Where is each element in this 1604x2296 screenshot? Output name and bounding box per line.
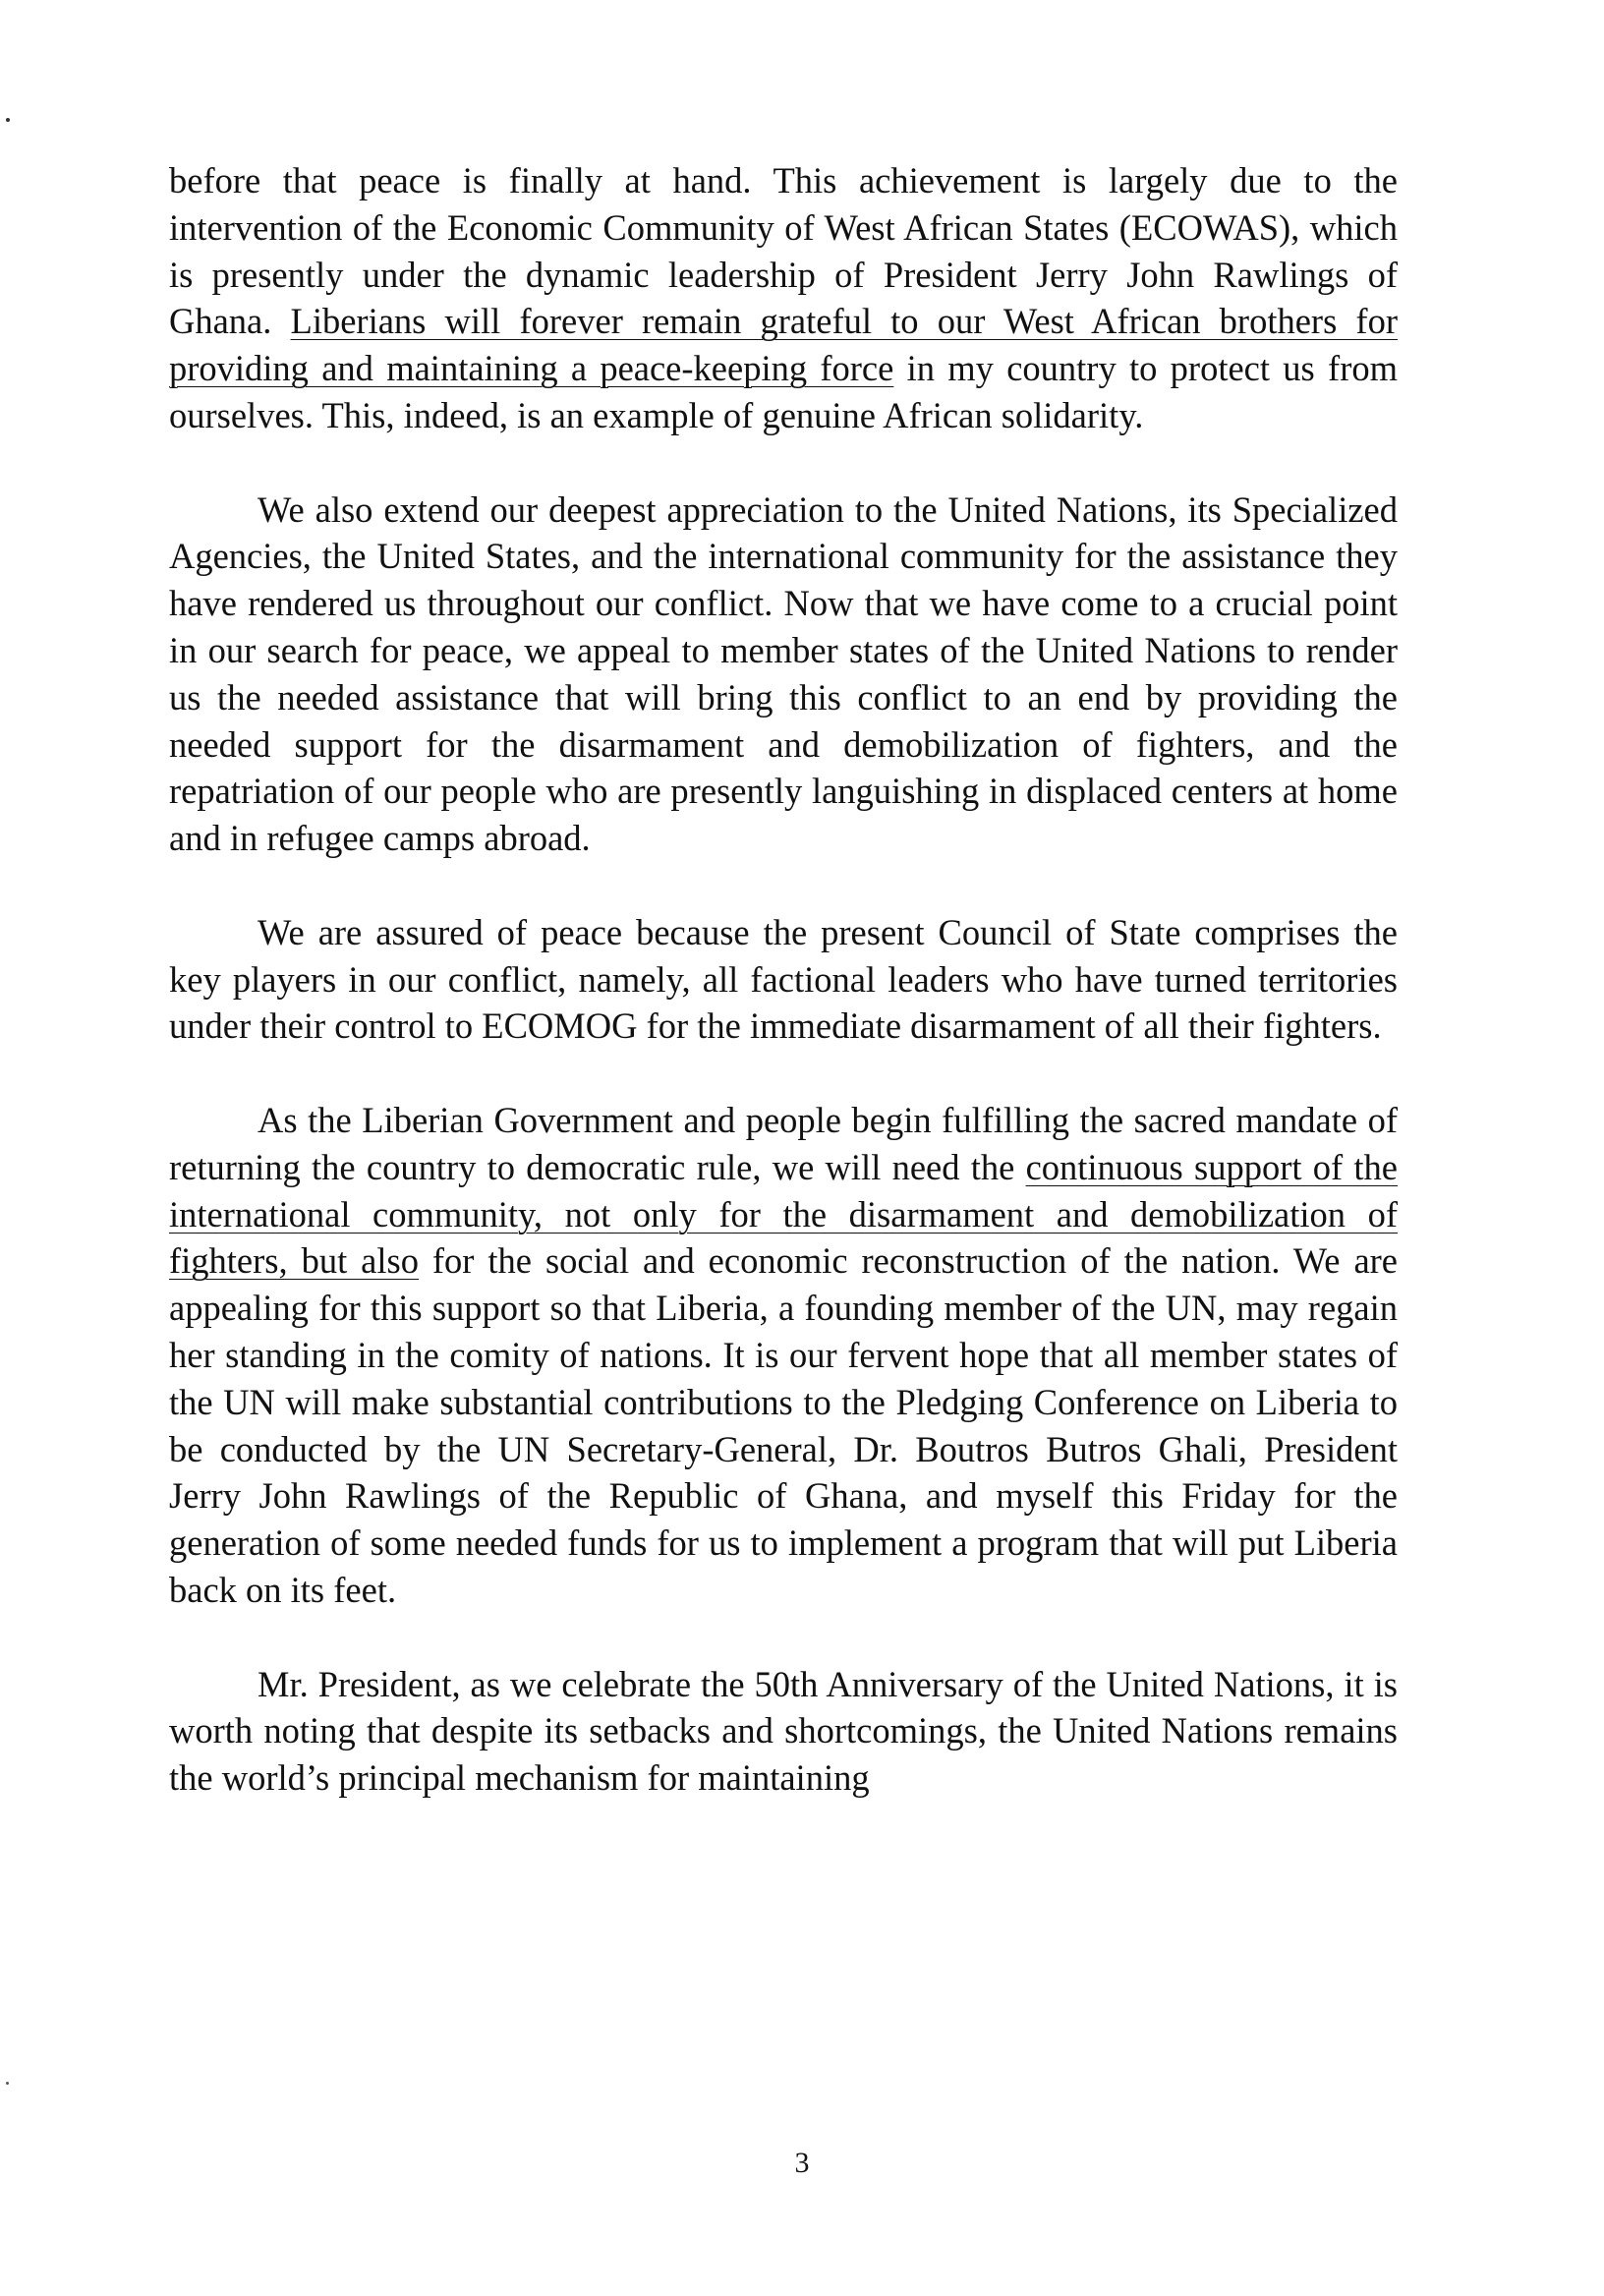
paragraph-3: We are assured of peace because the present Council of State comprises the key players in our conflict, namely, all factional leaders who have turned territories under their control to ECOMOG for the immediate disarmament of all their fighters. [169, 911, 1398, 1047]
paragraph-text: in my country to protect us from ourselves. This, indeed, is an example of genuine African solidarity. [169, 348, 1398, 435]
paragraph-2: We also extend our deepest appreciation to the United Nations, its Specialized Agencies, the United States, and the international community for the assistance they have rendered us throughout our conflict. Now that we have come to a crucial point in our search for peace, we appeal to member states of the United Nations to render us the needed assistance that will bring this conflict to an end by providing the needed support for the disarmament and demobilization of fighters, and the repatriation of our people who are presently languishing in displaced centers at home and in refugee camps abroad. [169, 488, 1398, 859]
paragraph-4 [169, 1097, 1398, 1614]
paragraph-text: for the social and economic reconstruction of the nation. We are appealing for this support so that Liberia, a founding member of the UN, may regain her standing in the comity of nations. It is our fervent hope that all member states of the UN will make substantial contributions to the Pledging Conference on Liberia to be conducted by the UN Secretary-General, Dr. Boutros Butros Ghali, President Jerry John Rawlings of the Republic of Ghana, and myself this Friday for the generation of some needed funds for us to implement a program that will put Liberia back on its feet. [169, 1240, 1398, 1610]
document-body [169, 157, 1398, 1802]
paragraph-5: Mr. President, as we celebrate the 50th Anniversary of the United Nations, it is worth noting that despite its setbacks and shortcomings, the United Nations remains the world’s principal mechanism for maintaining [169, 1663, 1398, 1799]
paragraph-text: As the Liberian Government and people begin fulfilling the sacred mandate of returning the country to democratic rule, we will need the [169, 1099, 1398, 1187]
paragraph-1 [169, 157, 1398, 439]
paragraph-text: before that peace is finally at hand. This achievement is largely due to the intervention of the Economic Community of West African States (ECOWAS), which is presently under the dynamic leadership of President Jerry John Rawlings of Ghana. [169, 160, 1398, 342]
page-number: 3 [794, 2147, 810, 2179]
scan-mark [6, 2082, 9, 2085]
underlined-passage: Liberians will forever remain grateful to our West African brothers for providing and maintaining a peace-keeping force [169, 301, 1398, 389]
underlined-passage: continuous support of the international community, not only for the disarmament and demobilization of fighters, but also [169, 1146, 1399, 1282]
scan-mark [6, 118, 10, 122]
